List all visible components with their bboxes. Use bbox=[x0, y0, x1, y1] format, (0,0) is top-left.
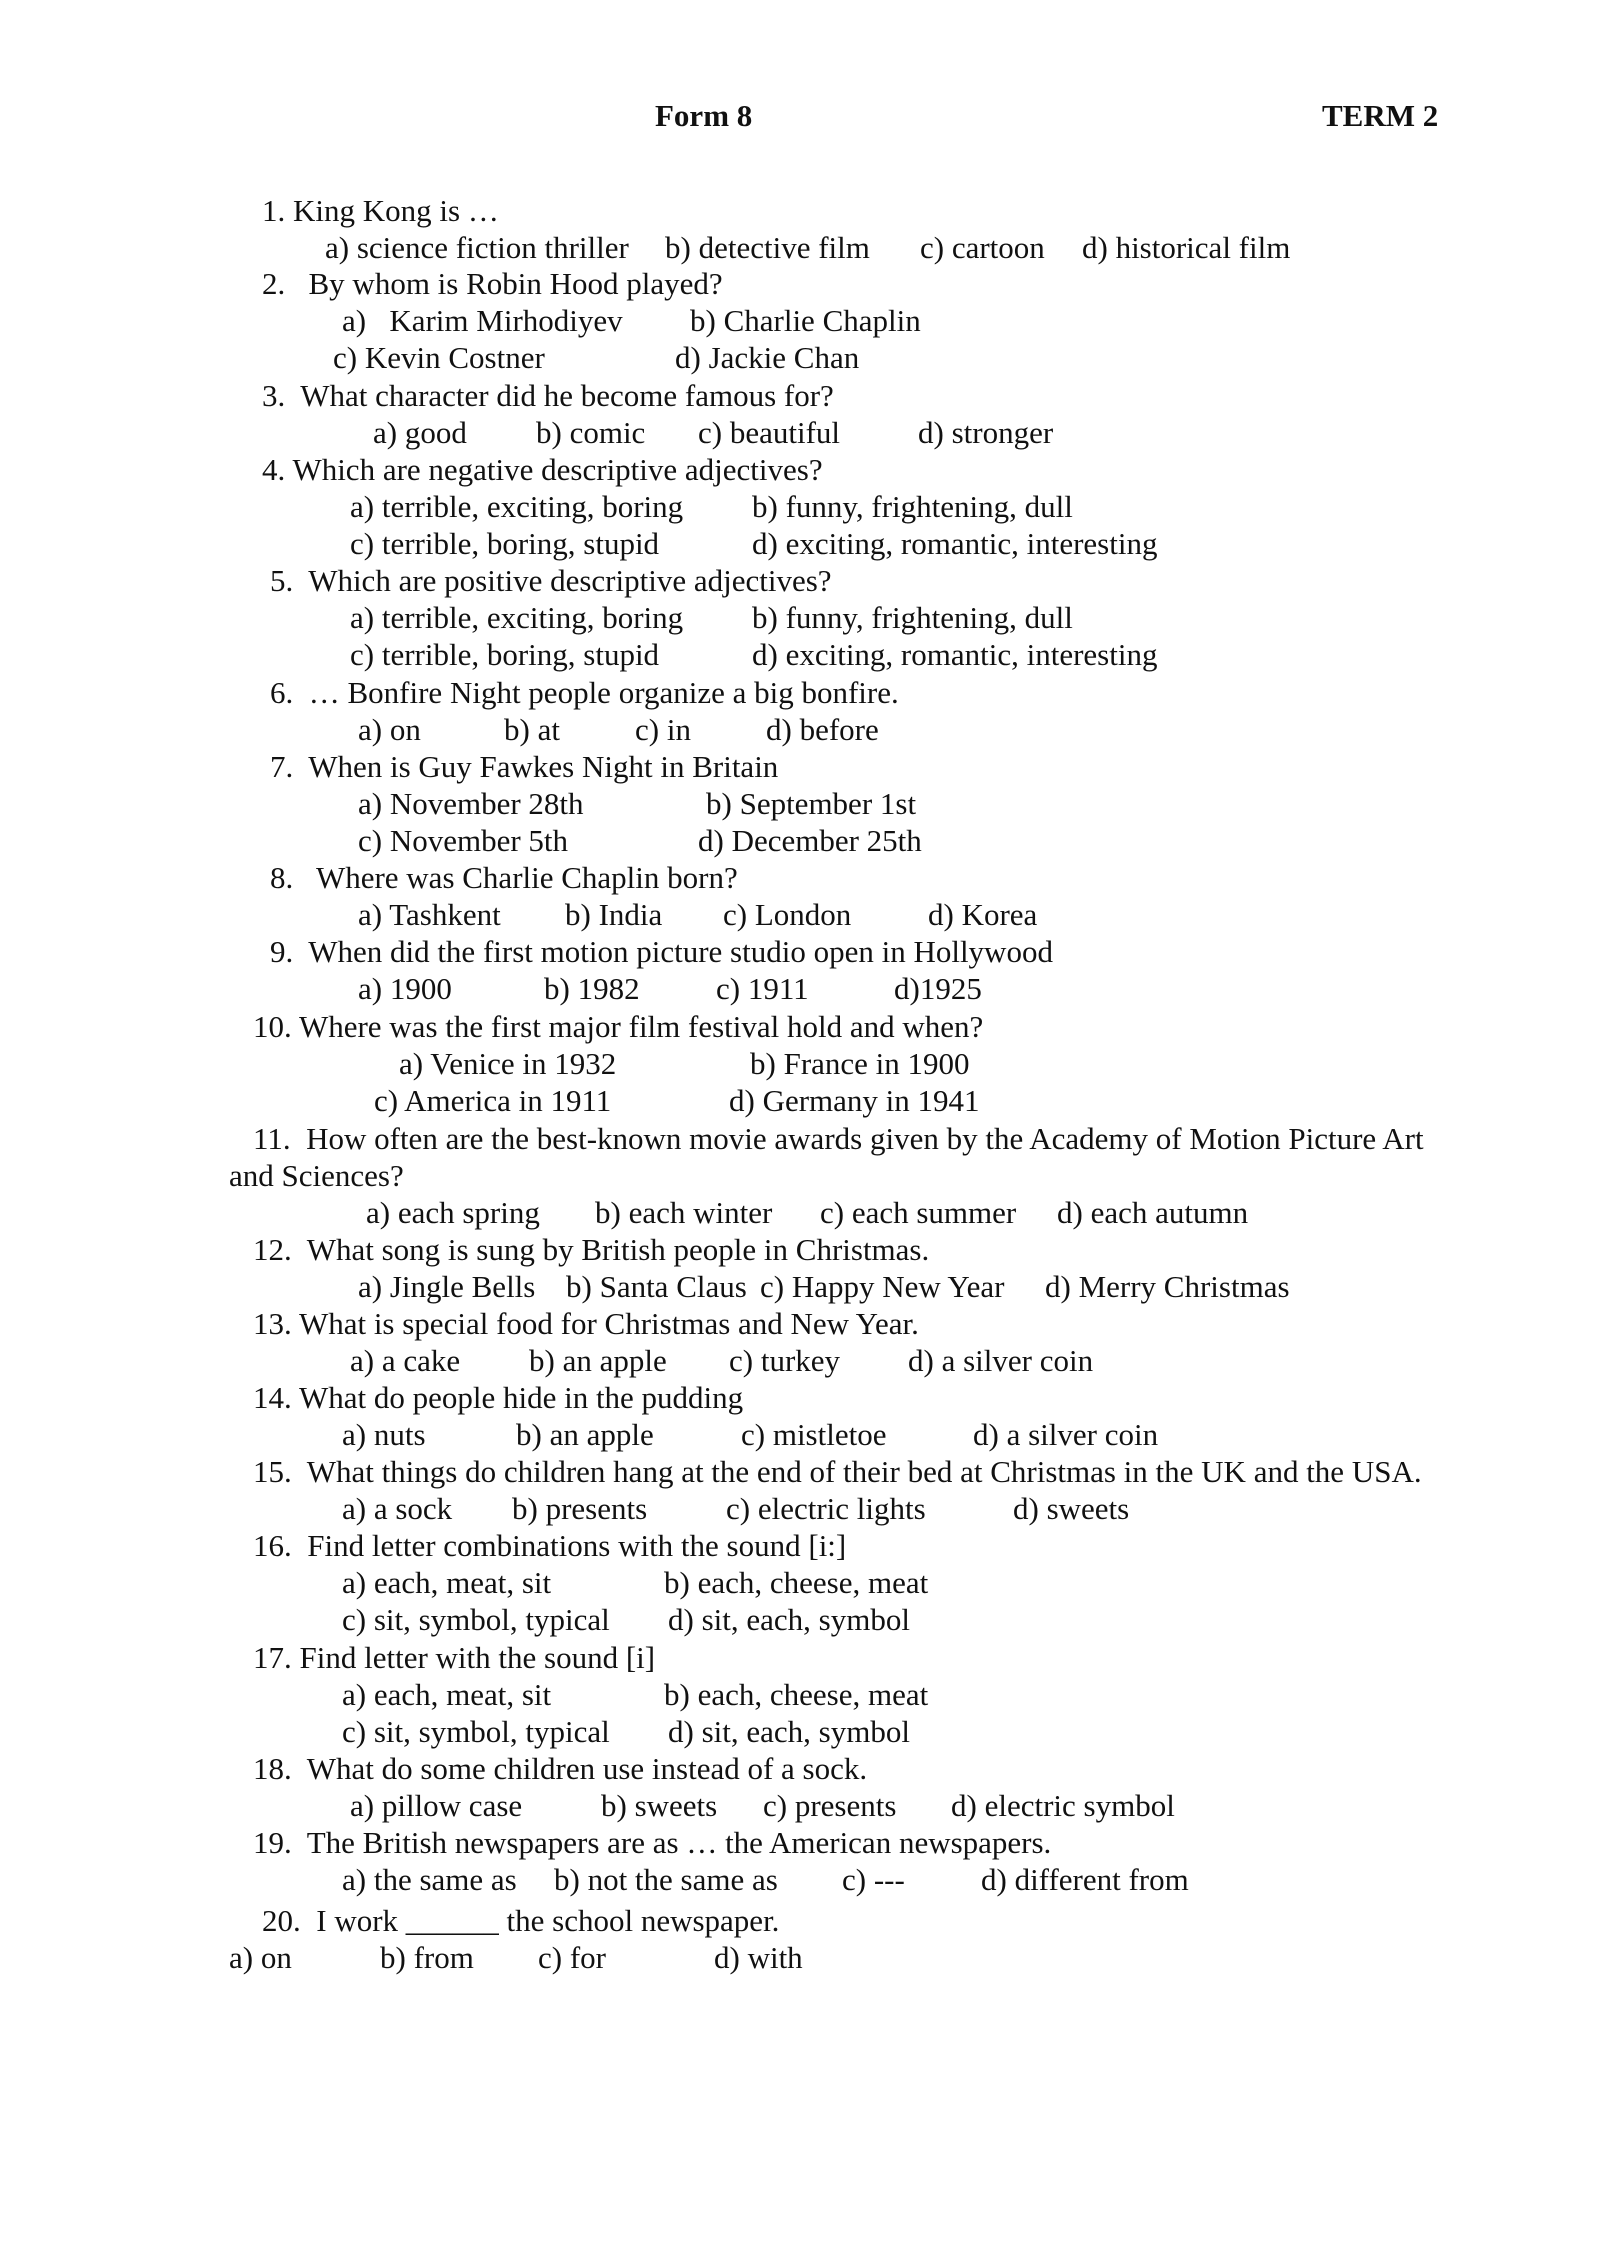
answer-option: d) a silver coin bbox=[973, 1417, 1159, 1452]
question-8: 8. Where was Charlie Chaplin born? bbox=[270, 860, 738, 895]
answer-option: a) each spring bbox=[366, 1195, 540, 1230]
question-1: 1. King Kong is … bbox=[262, 193, 499, 228]
question-16: 16. Find letter combinations with the sound [i:] bbox=[253, 1528, 847, 1563]
answer-option: b) 1982 bbox=[544, 971, 640, 1006]
answer-option: c) sit, symbol, typical bbox=[342, 1602, 610, 1637]
answer-option: d) with bbox=[714, 1940, 803, 1975]
answer-option: a) science fiction thriller bbox=[325, 230, 629, 265]
answer-option: d) exciting, romantic, interesting bbox=[752, 637, 1158, 672]
answer-option: c) mistletoe bbox=[741, 1417, 887, 1452]
answer-option: d) before bbox=[766, 712, 879, 747]
answer-option: a) 1900 bbox=[358, 971, 452, 1006]
answer-option: a) the same as bbox=[342, 1862, 517, 1897]
answer-option: d) electric symbol bbox=[951, 1788, 1175, 1823]
answer-option: c) November 5th bbox=[358, 823, 569, 858]
answer-option: d) sit, each, symbol bbox=[668, 1602, 910, 1637]
answer-option: b) comic bbox=[536, 415, 646, 450]
answer-option: c) for bbox=[538, 1940, 606, 1975]
answer-option: a) good bbox=[373, 415, 467, 450]
answer-option: c) cartoon bbox=[920, 230, 1045, 265]
answer-option: b) each winter bbox=[595, 1195, 773, 1230]
question-20: 20. I work ______ the school newspaper. bbox=[262, 1903, 780, 1938]
answer-option: c) America in 1911 bbox=[374, 1083, 612, 1118]
question-17: 17. Find letter with the sound [i] bbox=[253, 1640, 656, 1675]
question-15: 15. What things do children hang at the end of their bed at Christmas in the UK and the USA. bbox=[253, 1454, 1422, 1489]
answer-option: d) exciting, romantic, interesting bbox=[752, 526, 1158, 561]
answer-option: d) historical film bbox=[1082, 230, 1291, 265]
answer-option: a) terrible, exciting, boring bbox=[350, 600, 684, 635]
answer-option: b) each, cheese, meat bbox=[664, 1677, 929, 1712]
question-11: 11. How often are the best-known movie awards given by the Academy of Motion Picture Art bbox=[253, 1121, 1424, 1156]
answer-option: d) Korea bbox=[928, 897, 1038, 932]
answer-option: c) London bbox=[723, 897, 852, 932]
answer-option: b) at bbox=[504, 712, 560, 747]
answer-option: d) December 25th bbox=[698, 823, 922, 858]
answer-option: c) terrible, boring, stupid bbox=[350, 526, 660, 561]
answer-option: a) a sock bbox=[342, 1491, 453, 1526]
answer-option: a) Karim Mirhodiyev bbox=[342, 303, 623, 338]
question-11-continuation: and Sciences? bbox=[229, 1158, 404, 1193]
answer-option: a) on bbox=[358, 712, 421, 747]
answer-option: c) Happy New Year bbox=[760, 1269, 1005, 1304]
question-4: 4. Which are negative descriptive adjectives? bbox=[262, 452, 823, 487]
answer-option: a) on bbox=[229, 1940, 292, 1975]
answer-option: c) in bbox=[635, 712, 691, 747]
answer-option: d)1925 bbox=[894, 971, 982, 1006]
answer-option: b) Santa Claus bbox=[566, 1269, 747, 1304]
answer-option: d) a silver coin bbox=[908, 1343, 1094, 1378]
question-5: 5. Which are positive descriptive adjectives? bbox=[270, 563, 832, 598]
form-heading: Form 8 bbox=[655, 98, 753, 133]
question-3: 3. What character did he become famous for? bbox=[262, 378, 834, 413]
question-13: 13. What is special food for Christmas and New Year. bbox=[253, 1306, 919, 1341]
answer-option: d) stronger bbox=[918, 415, 1054, 450]
answer-option: d) sit, each, symbol bbox=[668, 1714, 910, 1749]
answer-option: c) --- bbox=[842, 1862, 905, 1897]
answer-option: d) sweets bbox=[1013, 1491, 1130, 1526]
question-12: 12. What song is sung by British people in Christmas. bbox=[253, 1232, 930, 1267]
answer-option: c) sit, symbol, typical bbox=[342, 1714, 610, 1749]
answer-option: b) sweets bbox=[601, 1788, 718, 1823]
term-heading: TERM 2 bbox=[1322, 98, 1439, 133]
answer-option: c) presents bbox=[763, 1788, 897, 1823]
answer-option: a) November 28th bbox=[358, 786, 584, 821]
question-18: 18. What do some children use instead of a sock. bbox=[253, 1751, 868, 1786]
answer-option: a) Tashkent bbox=[358, 897, 501, 932]
question-14: 14. What do people hide in the pudding bbox=[253, 1380, 744, 1415]
answer-option: b) India bbox=[565, 897, 663, 932]
answer-option: b) not the same as bbox=[554, 1862, 778, 1897]
answer-option: a) terrible, exciting, boring bbox=[350, 489, 684, 524]
question-7: 7. When is Guy Fawkes Night in Britain bbox=[270, 749, 779, 784]
question-6: 6. … Bonfire Night people organize a big bonfire. bbox=[270, 675, 899, 710]
answer-option: d) Merry Christmas bbox=[1045, 1269, 1290, 1304]
question-2: 2. By whom is Robin Hood played? bbox=[262, 266, 723, 301]
answer-option: b) funny, frightening, dull bbox=[752, 600, 1073, 635]
answer-option: a) Venice in 1932 bbox=[399, 1046, 617, 1081]
answer-option: b) France in 1900 bbox=[750, 1046, 970, 1081]
answer-option: a) a cake bbox=[350, 1343, 461, 1378]
answer-option: d) different from bbox=[981, 1862, 1189, 1897]
answer-option: c) turkey bbox=[729, 1343, 841, 1378]
answer-option: d) Germany in 1941 bbox=[729, 1083, 980, 1118]
answer-option: b) funny, frightening, dull bbox=[752, 489, 1073, 524]
question-10: 10. Where was the first major film festival hold and when? bbox=[253, 1009, 984, 1044]
answer-option: c) 1911 bbox=[716, 971, 809, 1006]
answer-option: b) presents bbox=[512, 1491, 648, 1526]
answer-option: a) each, meat, sit bbox=[342, 1677, 552, 1712]
answer-option: a) each, meat, sit bbox=[342, 1565, 552, 1600]
answer-option: b) an apple bbox=[529, 1343, 667, 1378]
answer-option: b) from bbox=[380, 1940, 474, 1975]
answer-option: b) Charlie Chaplin bbox=[690, 303, 921, 338]
question-19: 19. The British newspapers are as … the American newspapers. bbox=[253, 1825, 1052, 1860]
answer-option: d) each autumn bbox=[1057, 1195, 1249, 1230]
answer-option: c) Kevin Costner bbox=[333, 340, 545, 375]
answer-option: d) Jackie Chan bbox=[675, 340, 860, 375]
answer-option: c) beautiful bbox=[698, 415, 841, 450]
answer-option: a) Jingle Bells bbox=[358, 1269, 536, 1304]
question-9: 9. When did the first motion picture studio open in Hollywood bbox=[270, 934, 1053, 969]
answer-option: b) September 1st bbox=[706, 786, 917, 821]
answer-option: a) pillow case bbox=[350, 1788, 523, 1823]
answer-option: c) terrible, boring, stupid bbox=[350, 637, 660, 672]
answer-option: c) electric lights bbox=[726, 1491, 926, 1526]
answer-option: c) each summer bbox=[820, 1195, 1017, 1230]
answer-option: b) an apple bbox=[516, 1417, 654, 1452]
answer-option: b) each, cheese, meat bbox=[664, 1565, 929, 1600]
answer-option: a) nuts bbox=[342, 1417, 426, 1452]
answer-option: b) detective film bbox=[665, 230, 870, 265]
